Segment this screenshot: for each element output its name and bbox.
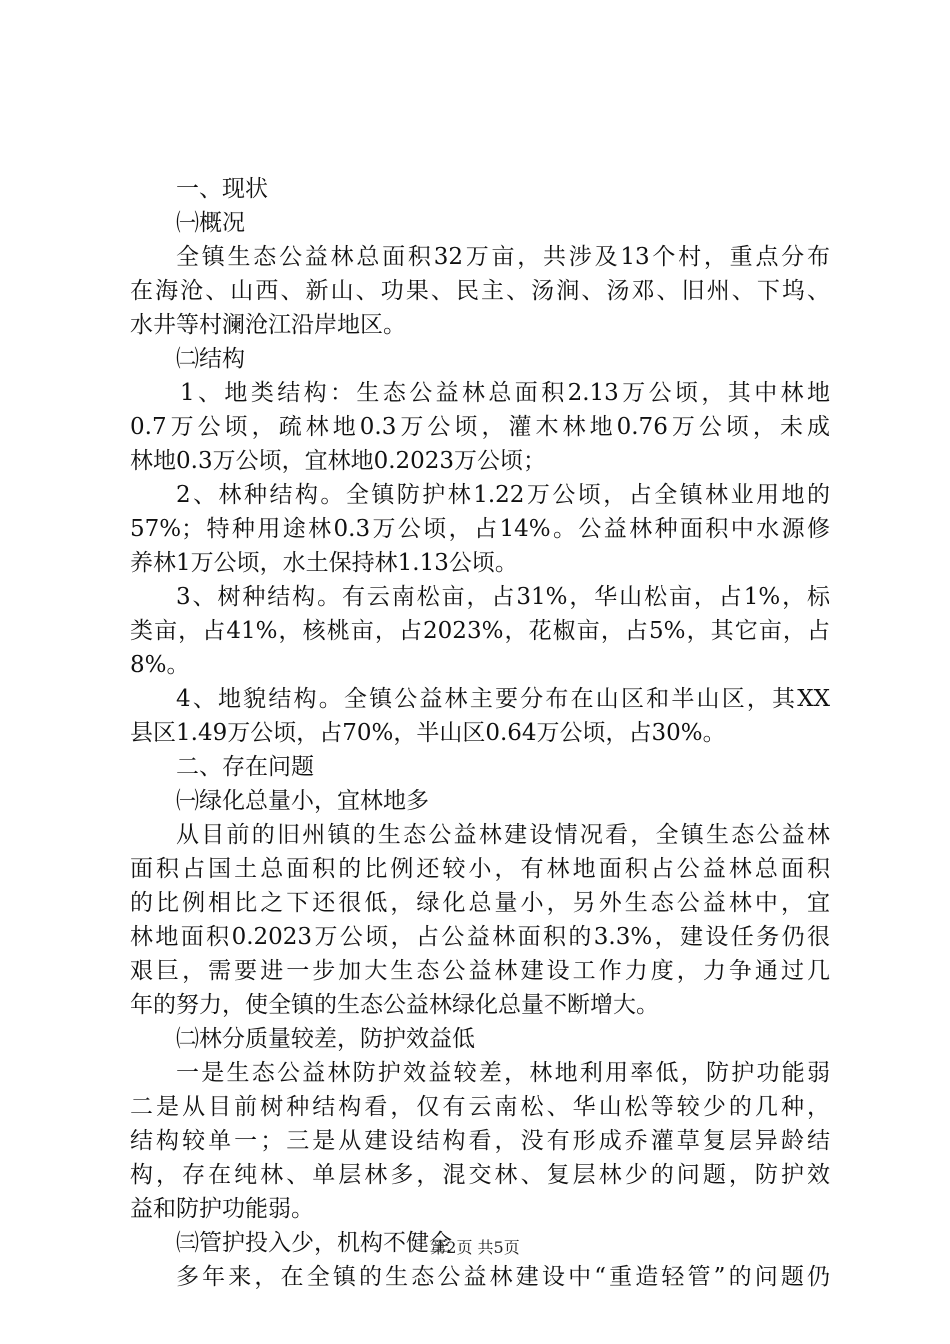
page-number: 第2页 共5页 [430, 1238, 520, 1257]
page-footer [0, 1238, 950, 1258]
subsection-heading: ㈡结构 [176, 346, 245, 372]
paragraph-line: 林地面积0.2023万公顷，占公益林面积的3.3%，建设任务仍很 [130, 924, 830, 950]
paragraph-line: 8%。 [130, 652, 190, 678]
paragraph-line: 全镇生态公益林总面积32万亩，共涉及13个村，重点分布 [176, 244, 830, 270]
paragraph-line: 县区1.49万公顷，占70%，半山区0.64万公顷，占30%。 [130, 720, 726, 746]
section-heading: 二、存在问题 [176, 754, 314, 780]
paragraph-line: 57%；特种用途林0.3万公顷，占14%。公益林种面积中水源修 [130, 516, 830, 542]
paragraph-line: 多年来，在全镇的生态公益林建设中“重造轻管”的问题仍 [176, 1264, 830, 1290]
paragraph-line: 1、地类结构：生态公益林总面积2.13万公顷，其中林地 [180, 380, 830, 406]
paragraph-line: 二是从目前树种结构看，仅有云南松、华山松等较少的几种， [130, 1094, 830, 1120]
paragraph-line: 0.7万公顷，疏林地0.3万公顷，灌木林地0.76万公顷，未成 [130, 414, 830, 440]
subsection-heading: ㈢管护投入少，机构不健全 [176, 1230, 452, 1256]
subsection-heading: ㈠概况 [176, 210, 245, 236]
paragraph-line: 林地0.3万公顷，宜林地0.2023万公顷； [130, 448, 547, 474]
paragraph-line: 一是生态公益林防护效益较差，林地利用率低，防护功能弱 [176, 1060, 830, 1086]
paragraph-line: 构，存在纯林、单层林多，混交林、复层林少的问题，防护效 [130, 1162, 830, 1188]
paragraph-line: 益和防护功能弱。 [130, 1196, 314, 1222]
paragraph-line: 从目前的旧州镇的生态公益林建设情况看，全镇生态公益林 [176, 822, 830, 848]
section-heading: 一、现状 [176, 176, 268, 202]
document-body [130, 172, 830, 1294]
subsection-heading: ㈠绿化总量小，宜林地多 [176, 788, 429, 814]
paragraph-line: 年的努力，使全镇的生态公益林绿化总量不断增大。 [130, 992, 659, 1018]
paragraph-line: 的比例相比之下还很低，绿化总量小，另外生态公益林中，宜 [130, 890, 830, 916]
paragraph-line: 面积占国土总面积的比例还较小，有林地面积占公益林总面积 [130, 856, 830, 882]
paragraph-line: 类亩，占41%，核桃亩，占2023%，花椒亩，占5%，其它亩，占 [130, 618, 830, 644]
paragraph-line: 结构较单一；三是从建设结构看，没有形成乔灌草复层异龄结 [130, 1128, 830, 1154]
paragraph-line: 艰巨，需要进一步加大生态公益林建设工作力度，力争通过几 [130, 958, 830, 984]
paragraph-line: 4、地貌结构。全镇公益林主要分布在山区和半山区，其XX [176, 686, 830, 712]
subsection-heading: ㈡林分质量较差，防护效益低 [176, 1026, 475, 1052]
paragraph-line: 水井等村澜沧江沿岸地区。 [130, 312, 406, 338]
paragraph-line: 2、林种结构。全镇防护林1.22万公顷，占全镇林业用地的 [176, 482, 830, 508]
paragraph-line: 在海沧、山西、新山、功果、民主、汤涧、汤邓、旧州、下坞、 [130, 278, 830, 304]
paragraph-line: 3、树种结构。有云南松亩，占31%，华山松亩，占1%，标 [176, 584, 830, 610]
paragraph-line: 养林1万公顷，水土保持林1.13公顷。 [130, 550, 518, 576]
